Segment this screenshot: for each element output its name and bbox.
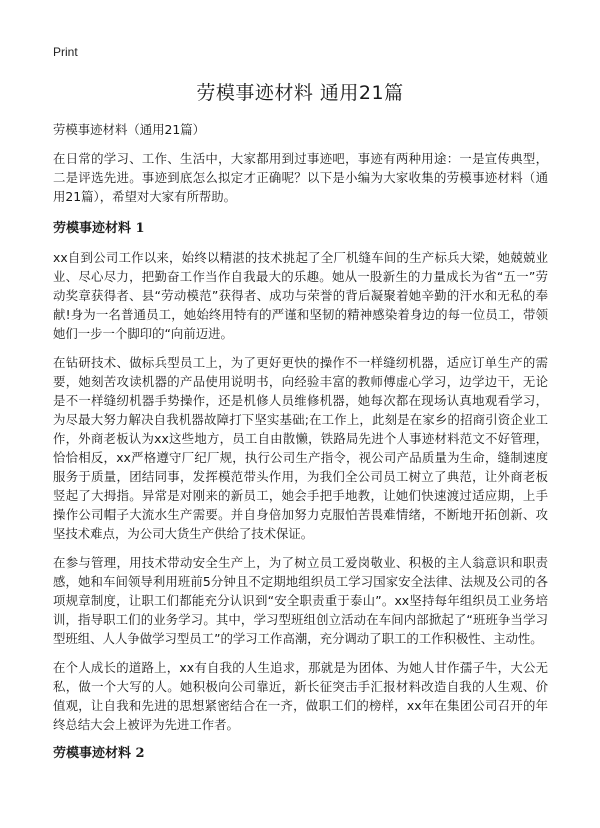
paragraph: xx自到公司工作以来，始终以精湛的技术挑起了全厂机缝车间的生产标兵大梁，她兢兢业业、尽心尽力，把勤奋工作当作自我最大的乐趣。她从一股新生的力量成长为省“五一”劳动奖章获得者、县“劳动模范”获得者、成功与荣誉的背后凝聚着她辛勤的汗水和无私的奉献!身为一名普通员工，她始终用特有的严谨和坚韧的精神感染着身边的每一位员工，带领她们一步一个脚印的“向前迈进。: [53, 250, 548, 341]
section-heading: 劳模事迹材料 2: [53, 746, 145, 761]
document-body: [53, 120, 548, 773]
document-subtitle: 劳模事迹材料（通用21篇）: [53, 122, 206, 137]
print-link[interactable]: Print: [53, 45, 78, 59]
intro-paragraph: 在日常的学习、工作、生活中，大家都用到过事迹吧，事迹有两种用途：一是宣传典型，二是评选先进。事迹到底怎么拟定才正确呢？以下是小编为大家收集的劳模事迹材料（通用21篇），希望对大家有所帮助。: [53, 151, 548, 204]
paragraph: 在参与管理，用技术带动安全生产上，为了树立员工爱岗敬业、积极的主人翁意识和职责感，她和车间领导利用班前5分钟且不定期地组织员工学习国家安全法律、法规及公司的各项规章制度，让职工们都能充分认识到“安全职责重于泰山”。xx坚持每年组织员工业务培训，指导职工们的业务学习。其中，学习型班组创立活动在车间内部掀起了“班班争当学习型班组、人人争做学习型员工”的学习工作高潮，充分调动了职工的工作积极性、主动性。: [53, 555, 548, 646]
section-2: [53, 744, 548, 763]
section-1: [53, 219, 548, 734]
paragraph: 在个人成长的道路上，xx有自我的人生追求，那就是为团体、为她人甘作孺子牛，大公无私，做一个大写的人。她积极向公司靠近，新长征突击手汇报材料改造自我的人生观、价值观，让自我和先进的思想紧密结合在一齐，做职工们的榜样，xx年在集团公司召开的年终总结大会上被评为先进工作者。: [53, 660, 548, 732]
paragraph: 在钻研技术、做标兵型员工上，为了更好更快的操作不一样缝纫机器，适应订单生产的需要，她刻苦攻读机器的产品使用说明书，向经验丰富的教师傅虚心学习，边学边干，无论是不一样缝纫机器手势操作，还是机修人员维修机器，她每次都在现场认真地观看学习，为尽最大努力解决自我机器故障打下坚实基础;在工作上，此刻是在家乡的招商引资企业工作，外商老板认为xx这些地方，员工自由散懒，铁路局先进个人事迹材料范文不好管理，恰恰相反，xx严格遵守厂纪厂规，执行公司生产指令，视公司产品质量为生命，缝制速度服务于质量，团结同事，发挥模范带头作用，为我们全公司员工树立了典范，让外商老板竖起了大拇指。异常是对刚来的新员工，她会手把手地教，让她们快速渡过适应期，上手操作公司帽子大流水生产需要。并自身倍加努力克服怕苦畏难情绪，不断地开拓创新、攻坚技术难点，为公司大货生产供给了技术保证。: [53, 355, 548, 541]
document-title: 劳模事迹材料 通用21篇: [196, 82, 404, 104]
section-heading: 劳模事迹材料 1: [53, 221, 145, 236]
